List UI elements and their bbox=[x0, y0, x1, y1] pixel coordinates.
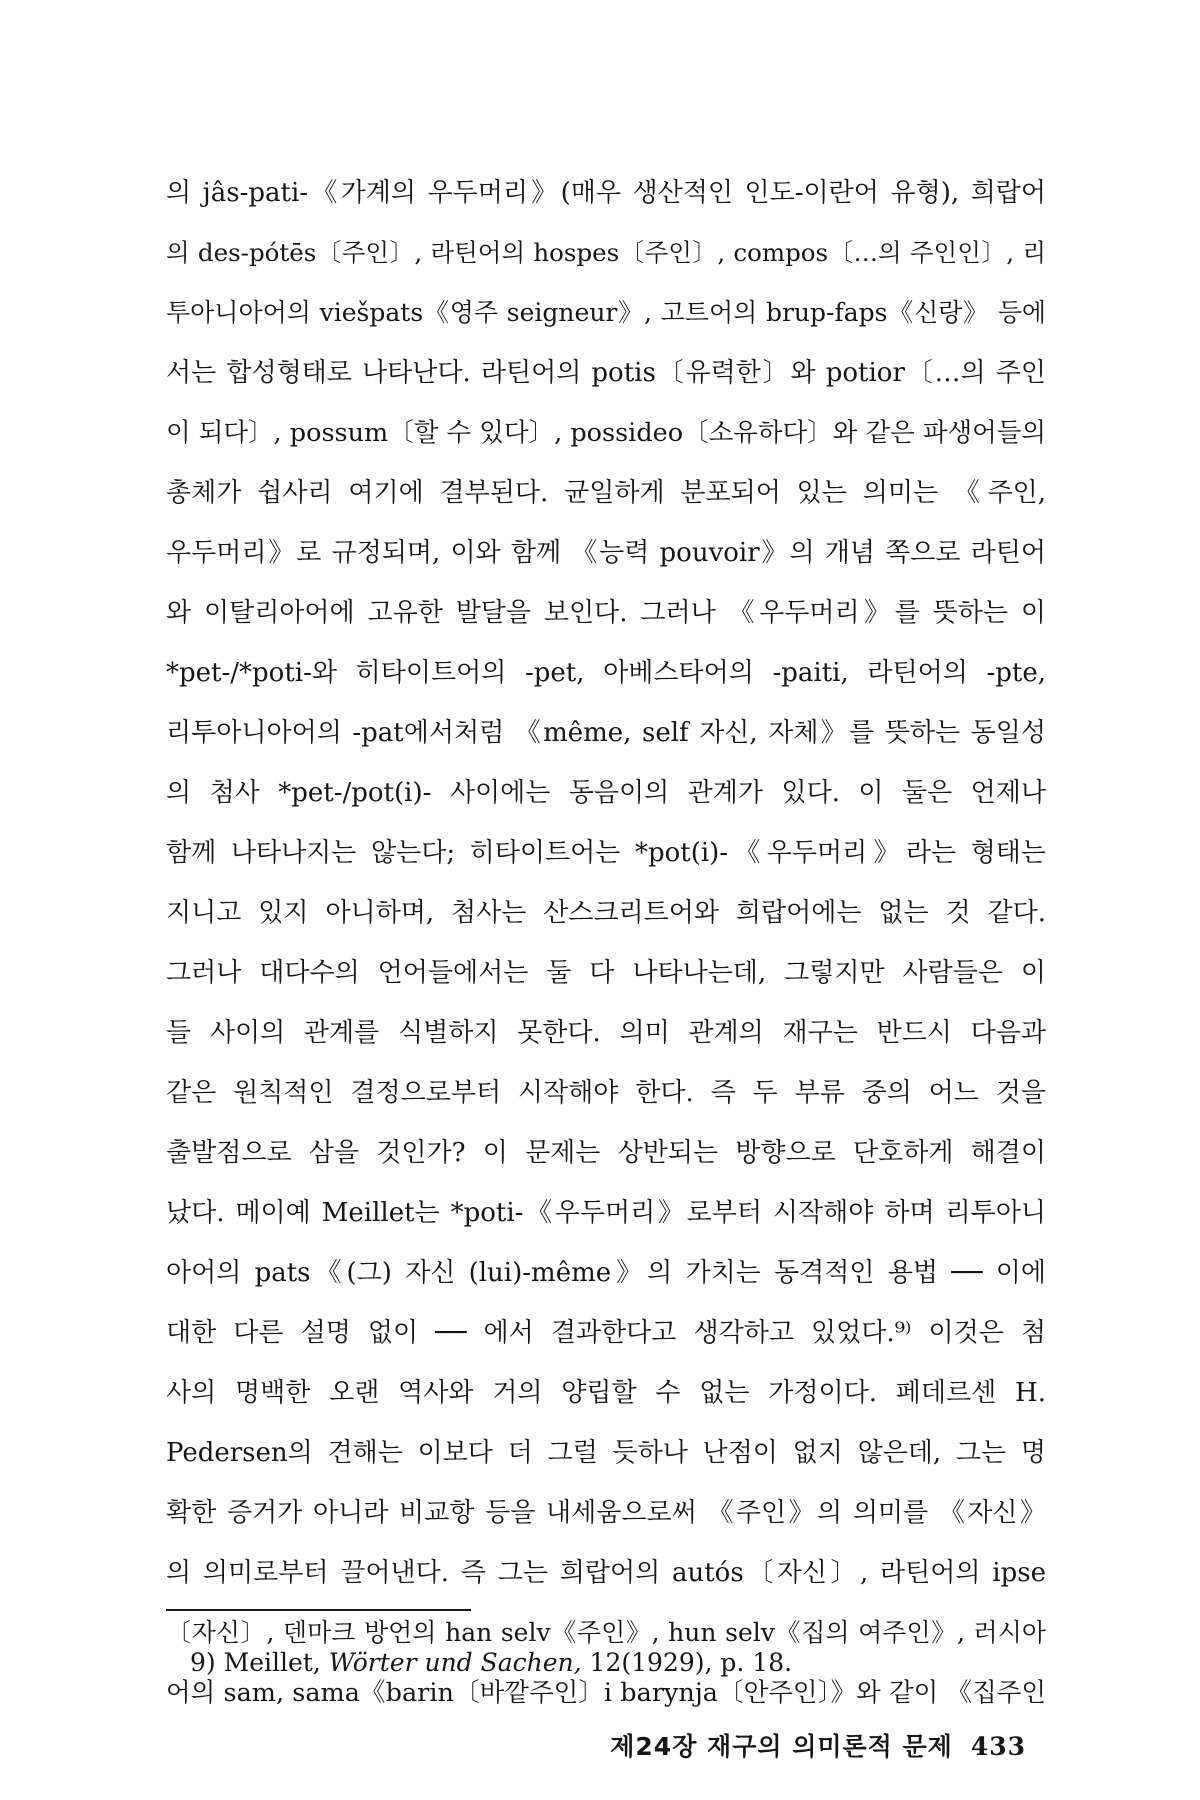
text-line: 리투아니아어의 -pat에서처럼 《même, self 자신, 자체》를 뜻하는 동일성 bbox=[166, 718, 1046, 748]
text-line: 출발점으로 삼을 것인가? 이 문제는 상반되는 방향으로 단호하게 해결이 bbox=[166, 1138, 1046, 1168]
text-line: 서는 합성형태로 나타난다. 라틴어의 potis〔유력한〕와 potior〔…의 주인 bbox=[166, 358, 1046, 388]
text-line: 이 되다〕, possum〔할 수 있다〕, possideo〔소유하다〕와 같은 파생어들의 bbox=[166, 418, 1046, 448]
footnote-divider bbox=[166, 1609, 471, 1611]
text-line: 함께 나타나지는 않는다; 히타이트어는 *pot(i)-《우두머리》라는 형태는 bbox=[166, 838, 1046, 868]
text-line: 확한 증거가 아니라 비교항 등을 내세움으로써 《주인》의 의미를 《자신》 bbox=[166, 1498, 1046, 1528]
text-line: 대한 다른 설명 없이 ── 에서 결과한다고 생각하고 있었다.⁹⁾ 이것은 첨 bbox=[166, 1318, 1046, 1348]
footnote-prefix: 9) Meillet, bbox=[190, 1648, 329, 1677]
text-line: 총체가 쉽사리 여기에 결부된다. 균일하게 분포되어 있는 의미는 《주인, bbox=[166, 478, 1046, 508]
chapter-title: 제24장 재구의 의미론적 문제 bbox=[610, 1732, 953, 1761]
text-line: 의 des-pótēs〔주인〕, 라틴어의 hospes〔주인〕, compos〔…의 주인인〕, 리 bbox=[166, 238, 1046, 267]
footnote bbox=[190, 1646, 792, 1680]
text-line: 지니고 있지 아니하며, 첨사는 산스크리트어와 희랍어에는 없는 것 같다. bbox=[166, 898, 1046, 928]
footnote-title: Wörter und Sachen, bbox=[328, 1648, 582, 1677]
text-line: 그러나 대다수의 언어들에서는 둘 다 나타나는데, 그렇지만 사람들은 이 bbox=[166, 958, 1046, 988]
text-line: 우두머리》로 규정되며, 이와 함께 《능력 pouvoir》의 개념 쪽으로 라틴어 bbox=[166, 538, 1046, 568]
text-line: 〔자신〕, 덴마크 방언의 han selv《주인》, hun selv《집의 여주인》, 러시아 bbox=[166, 1618, 1046, 1647]
text-line: 투아니아어의 viešpats《영주 seigneur》, 고트어의 brup-faps《신랑》 등에 bbox=[166, 298, 1046, 327]
text-line: 어의 sam, sama《barin〔바깥주인〕i barynja〔안주인〕》와 같이 《집주인 bbox=[166, 1678, 1046, 1708]
text-line: 들 사이의 관계를 식별하지 못한다. 의미 관계의 재구는 반드시 다음과 bbox=[166, 1018, 1046, 1048]
text-line: 아어의 pats《(그) 자신 (lui)-même》의 가치는 동격적인 용법 ── 이에 bbox=[166, 1258, 1046, 1288]
text-line: 의 의미로부터 끌어낸다. 즉 그는 희랍어의 autós〔자신〕, 라틴어의 ipse bbox=[166, 1558, 1046, 1588]
text-line: 의 첨사 *pet-/pot(i)- 사이에는 동음이의 관계가 있다. 이 둘은 언제나 bbox=[166, 778, 1046, 808]
body-text bbox=[166, 163, 1046, 1723]
footnote-suffix: 12(1929), p. 18. bbox=[581, 1648, 793, 1677]
text-line: Pedersen의 견해는 이보다 더 그럴 듯하나 난점이 없지 않은데, 그는 명 bbox=[166, 1438, 1046, 1468]
text-line: 같은 원칙적인 결정으로부터 시작해야 한다. 즉 두 부류 중의 어느 것을 bbox=[166, 1078, 1046, 1108]
text-line: *pet-/*poti-와 히타이트어의 -pet, 아베스타어의 -paiti, 라틴어의 -pte, bbox=[166, 658, 1046, 688]
page-number: 433 bbox=[970, 1732, 1026, 1761]
text-line: 의 jâs-pati-《가계의 우두머리》(매우 생산적인 인도-이란어 유형), 희랍어 bbox=[166, 178, 1046, 208]
text-line: 와 이탈리아어에 고유한 발달을 보인다. 그러나 《우두머리》를 뜻하는 이 bbox=[166, 598, 1046, 628]
text-line: 사의 명백한 오랜 역사와 거의 양립할 수 없는 가정이다. 페데르센 H. bbox=[166, 1378, 1046, 1408]
text-line: 났다. 메이예 Meillet는 *poti-《우두머리》로부터 시작해야 하며 리투아니 bbox=[166, 1198, 1046, 1228]
running-footer bbox=[610, 1730, 1026, 1764]
